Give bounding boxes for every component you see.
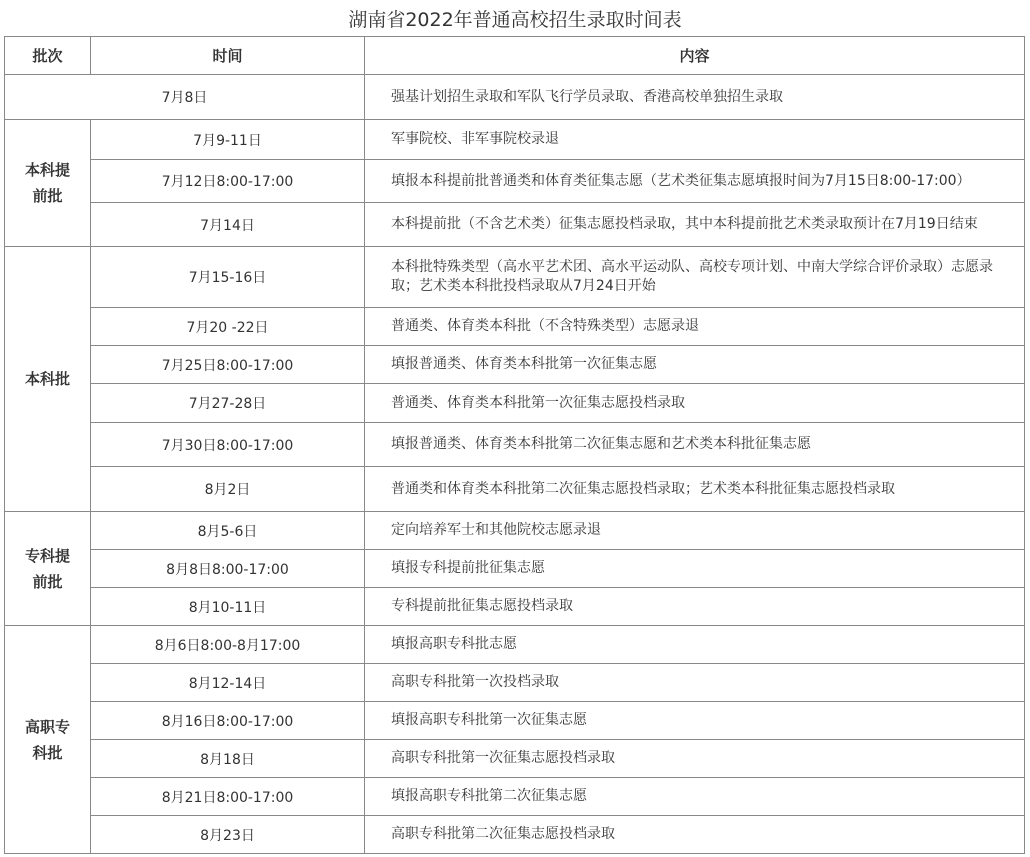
schedule-table <box>4 36 1025 854</box>
time-cell: 7月27-28日 <box>91 384 365 423</box>
time-cell: 8月8日8:00-17:00 <box>91 550 365 588</box>
time-cell: 7月8日 <box>5 75 365 120</box>
batch-label: 专科提前批 <box>24 546 70 591</box>
time-cell: 7月12日8:00-17:00 <box>91 160 365 203</box>
table-row <box>5 308 1025 346</box>
table-row <box>5 247 1025 308</box>
content-cell: 填报专科提前批征集志愿 <box>365 550 1025 588</box>
content-cell: 普通类和体育类本科批第二次征集志愿投档录取；艺术类本科批征集志愿投档录取 <box>365 467 1025 512</box>
time-cell: 7月9-11日 <box>91 120 365 160</box>
table-row <box>5 702 1025 740</box>
table-row <box>5 346 1025 384</box>
content-cell: 高职专科批第二次征集志愿投档录取 <box>365 816 1025 854</box>
table-row <box>5 384 1025 423</box>
content-cell: 填报普通类、体育类本科批第二次征集志愿和艺术类本科批征集志愿 <box>365 423 1025 467</box>
content-cell: 专科提前批征集志愿投档录取 <box>365 588 1025 626</box>
header-time: 时间 <box>91 37 365 75</box>
content-cell: 填报高职专科批第二次征集志愿 <box>365 778 1025 816</box>
time-cell: 8月6日8:00-8月17:00 <box>91 626 365 664</box>
table-row <box>5 467 1025 512</box>
batch-cell <box>5 247 91 512</box>
content-cell: 填报本科提前批普通类和体育类征集志愿（艺术类征集志愿填报时间为7月15日8:00-17:00） <box>365 160 1025 203</box>
time-cell: 8月2日 <box>91 467 365 512</box>
time-cell: 8月12-14日 <box>91 664 365 702</box>
table-row <box>5 160 1025 203</box>
time-cell: 8月10-11日 <box>91 588 365 626</box>
time-cell: 8月16日8:00-17:00 <box>91 702 365 740</box>
table-row <box>5 203 1025 247</box>
time-cell: 8月5-6日 <box>91 512 365 550</box>
table-row <box>5 588 1025 626</box>
content-cell: 本科批特殊类型（高水平艺术团、高水平运动队、高校专项计划、中南大学综合评价录取）志愿录取；艺术类本科批投档录取从7月24日开始 <box>365 247 1025 308</box>
header-batch: 批次 <box>5 37 91 75</box>
batch-label: 本科批 <box>24 370 70 388</box>
batch-cell <box>5 626 91 854</box>
time-cell: 7月30日8:00-17:00 <box>91 423 365 467</box>
table-row <box>5 778 1025 816</box>
time-cell: 7月25日8:00-17:00 <box>91 346 365 384</box>
table-row <box>5 423 1025 467</box>
batch-cell <box>5 120 91 247</box>
time-cell: 8月18日 <box>91 740 365 778</box>
content-cell: 定向培养军士和其他院校志愿录退 <box>365 512 1025 550</box>
time-cell: 7月20 -22日 <box>91 308 365 346</box>
content-cell: 高职专科批第一次征集志愿投档录取 <box>365 740 1025 778</box>
batch-label: 高职专科批 <box>24 717 70 762</box>
table-row <box>5 740 1025 778</box>
table-row <box>5 120 1025 160</box>
content-cell: 军事院校、非军事院校录退 <box>365 120 1025 160</box>
header-row <box>5 37 1025 75</box>
time-cell: 8月23日 <box>91 816 365 854</box>
content-cell: 本科提前批（不含艺术类）征集志愿投档录取，其中本科提前批艺术类录取预计在7月19日结束 <box>365 203 1025 247</box>
content-cell: 强基计划招生录取和军队飞行学员录取、香港高校单独招生录取 <box>365 75 1025 120</box>
batch-label: 本科提前批 <box>24 161 70 205</box>
table-row <box>5 664 1025 702</box>
table-row <box>5 75 1025 120</box>
time-cell: 7月15-16日 <box>91 247 365 308</box>
table-row <box>5 816 1025 854</box>
content-cell: 普通类、体育类本科批（不含特殊类型）志愿录退 <box>365 308 1025 346</box>
content-cell: 填报普通类、体育类本科批第一次征集志愿 <box>365 346 1025 384</box>
content-cell: 填报高职专科批第一次征集志愿 <box>365 702 1025 740</box>
time-cell: 8月21日8:00-17:00 <box>91 778 365 816</box>
batch-cell <box>5 512 91 626</box>
table-row <box>5 550 1025 588</box>
page-title: 湖南省2022年普通高校招生录取时间表 <box>348 9 682 31</box>
time-cell: 7月14日 <box>91 203 365 247</box>
content-cell: 普通类、体育类本科批第一次征集志愿投档录取 <box>365 384 1025 423</box>
table-row <box>5 626 1025 664</box>
header-content: 内容 <box>365 37 1025 75</box>
content-cell: 高职专科批第一次投档录取 <box>365 664 1025 702</box>
table-row <box>5 512 1025 550</box>
content-cell: 填报高职专科批志愿 <box>365 626 1025 664</box>
